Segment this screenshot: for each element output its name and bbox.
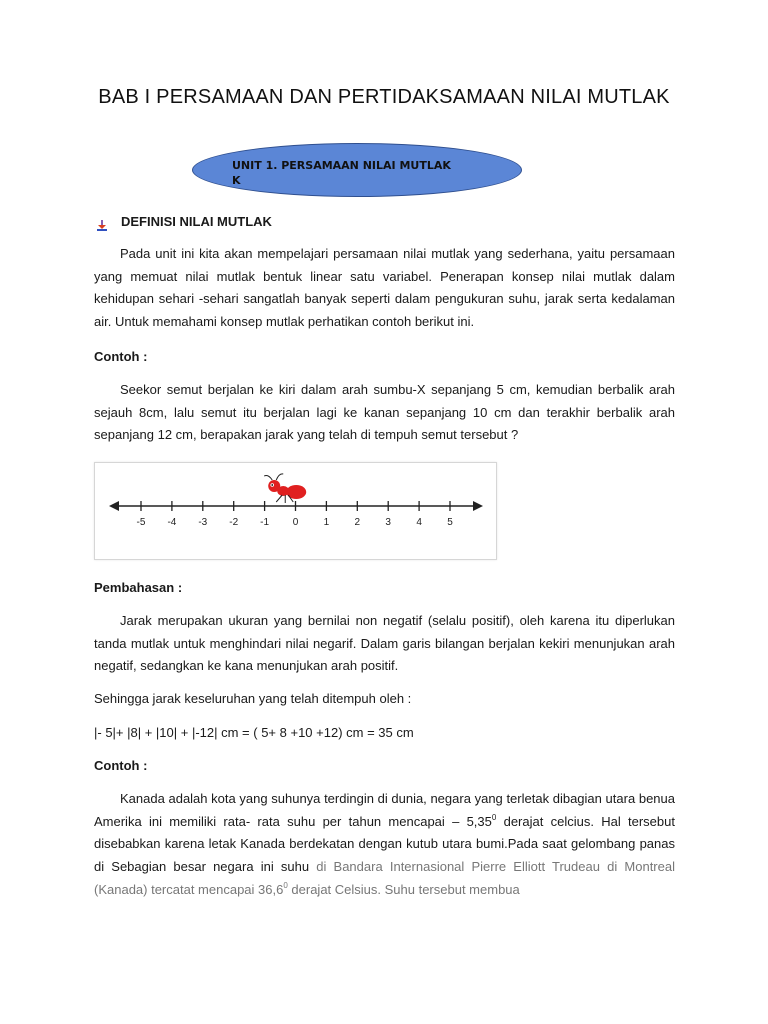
unit-label: [232, 158, 462, 188]
pembahasan-label: Pembahasan :: [94, 580, 183, 595]
number-line-figure: [94, 462, 497, 560]
definition-heading: DEFINISI NILAI MUTLAK: [121, 214, 272, 229]
unit-label-line1: UNIT 1. PERSAMAAN NILAI MUTLAK: [232, 159, 451, 172]
contoh-label-1: Contoh :: [94, 349, 148, 364]
paragraph-contoh-2-part2: derajat celcius. Hal tersebut disebabkan karena letak Kanada berdekatan dengan kutub utara bumi.Pada saat gelombang panas di Sebagian besar negara ini suhu: [94, 813, 675, 875]
page-title: BAB I PERSAMAAN DAN PERTIDAKSAMAAN NILAI MUTLAK: [98, 86, 670, 108]
paragraph-definition: [94, 243, 675, 334]
tick-label: -3: [198, 517, 208, 528]
sehingga-text: Sehingga jarak keseluruhan yang telah ditempuh oleh :: [94, 691, 412, 706]
ant-icon: [264, 474, 306, 503]
paragraph-contoh-1-text: Seekor semut berjalan ke kiri dalam arah sumbu-X sepanjang 5 cm, kemudian berbalik arah sejauh 8cm, lalu semut itu berjalan lagi ke kanan sepanjang 10 cm dan terakhir berbalik arah sepanjang 12 cm, berapakan jarak yang telah di tempuh semut tersebut ?: [94, 382, 675, 443]
tick-label: 2: [354, 517, 361, 528]
equation: |- 5|+ |8| + |10| + |-12| cm = ( 5+ 8 +10 +12) cm = 35 cm: [94, 725, 414, 740]
bullet-icon: [96, 220, 108, 232]
tick-label: 0: [292, 517, 299, 528]
number-line: [95, 463, 496, 559]
contoh-label-2: Contoh :: [94, 758, 148, 773]
arrow-left-icon: [109, 501, 119, 511]
tick-label: -1: [260, 517, 270, 528]
tick-label: -2: [229, 517, 239, 528]
paragraph-pembahasan: [94, 610, 675, 678]
arrow-right-icon: [473, 501, 483, 511]
paragraph-contoh-1: [94, 379, 675, 447]
tick-label: 1: [323, 517, 330, 528]
paragraph-definition-text: Pada unit ini kita akan mempelajari persamaan nilai mutlak yang sederhana, yaitu persamaan yang memuat nilai mutlak bentuk linear satu variabel. Penerapan konsep nilai mutlak dalam kehidupan sehari -sehari sangatlah banyak seperti dalam pengukuran suhu, jarak serta kedalaman air. Untuk memahami konsep mutlak perhatikan contoh berikut ini.: [94, 246, 675, 330]
tick-label: 4: [416, 517, 422, 528]
paragraph-contoh-2-part1: Kanada adalah kota yang suhunya terdingin di dunia, negara yang terletak dibagian utara benua Amerika ini memiliki rata- rata suhu per tahun mencapai – 5,35: [94, 791, 675, 829]
superscript-degree-2: 0: [283, 880, 288, 890]
tick-label: 5: [447, 517, 453, 528]
tick-label: -4: [167, 517, 177, 528]
paragraph-contoh-2-part4: derajat Celsius. Suhu tersebut membua: [287, 881, 520, 897]
paragraph-contoh-2: [94, 788, 675, 902]
tick-label: 3: [385, 517, 391, 528]
paragraph-pembahasan-text: Jarak merupakan ukuran yang bernilai non negatif (selalu positif), oleh karena itu diperlukan tanda mutlak untuk menghindari nilai negarif. Dalam garis bilangan berjalan kekiri menunjukan arah negatif, sedangkan ke kana menunjukan arah positif.: [94, 613, 675, 674]
superscript-degree-1: 0: [491, 812, 497, 822]
tick-label: -5: [136, 517, 146, 528]
paragraph-contoh-2-part3: di Bandara Internasional Pierre Elliott Trudeau di Montreal (Kanada) tercatat mencapai 36,6: [94, 859, 675, 897]
unit-label-line2: K: [232, 174, 241, 187]
